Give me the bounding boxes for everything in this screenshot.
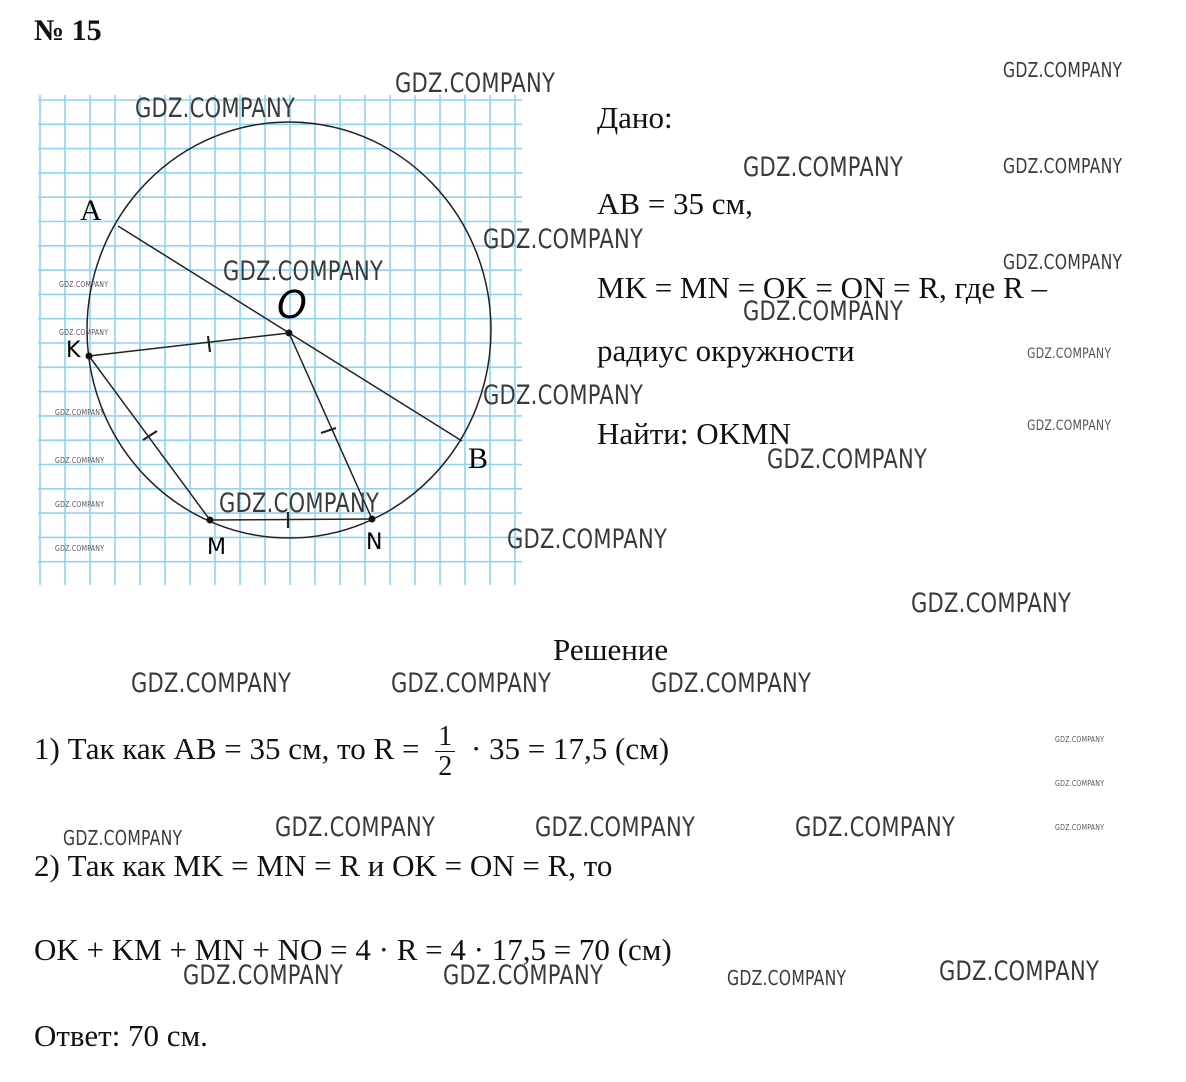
tick-OK xyxy=(208,336,210,352)
watermark: GDZ.COMPANY xyxy=(911,588,1072,619)
watermark: GDZ.COMPANY xyxy=(223,256,384,287)
watermark: GDZ.COMPANY xyxy=(275,812,436,843)
label-N: N xyxy=(366,530,383,555)
watermark: GDZ.COMPANY xyxy=(391,668,552,699)
watermark: GDZ.COMPANY xyxy=(1003,58,1123,82)
label-K: K xyxy=(66,338,81,363)
solution-step-2: 2) Так как MK = MN = R и OK = ON = R, то xyxy=(34,848,613,883)
watermark: GDZ.COMPANY xyxy=(1027,418,1112,434)
watermark: GDZ.COMPANY xyxy=(219,488,380,519)
watermark: GDZ.COMPANY xyxy=(939,956,1100,987)
fraction-numerator: 1 xyxy=(435,722,455,752)
watermark: GDZ.COMPANY xyxy=(767,444,928,475)
label-M: M xyxy=(207,535,226,560)
point-K-dot xyxy=(86,353,93,360)
point-O-dot xyxy=(286,330,293,337)
solution-title: Решение xyxy=(553,632,669,667)
point-M-dot xyxy=(207,517,214,524)
watermark: GDZ.COMPANY xyxy=(727,966,847,990)
given-line-3: радиус окружности xyxy=(597,333,855,368)
step1-suffix: · 35 = 17,5 (см) xyxy=(470,731,670,766)
watermark: GDZ.COMPANY xyxy=(55,408,105,417)
watermark: GDZ.COMPANY xyxy=(59,328,109,337)
watermark: GDZ.COMPANY xyxy=(1055,823,1105,832)
watermark: GDZ.COMPANY xyxy=(135,93,296,124)
watermark: GDZ.COMPANY xyxy=(443,960,604,991)
watermark: GDZ.COMPANY xyxy=(535,812,696,843)
watermark: GDZ.COMPANY xyxy=(395,68,556,99)
watermark: GDZ.COMPANY xyxy=(63,826,183,850)
watermark: GDZ.COMPANY xyxy=(507,524,668,555)
watermark: GDZ.COMPANY xyxy=(131,668,292,699)
watermark: GDZ.COMPANY xyxy=(483,224,644,255)
solution-step-1 xyxy=(34,722,669,782)
watermark: GDZ.COMPANY xyxy=(651,668,812,699)
find-line: Найти: OKMN xyxy=(597,416,791,451)
watermark: GDZ.COMPANY xyxy=(55,500,105,509)
watermark: GDZ.COMPANY xyxy=(743,152,904,183)
given-line-2: MK = MN = OK = ON = R, где R – xyxy=(597,270,1047,305)
segment-OK xyxy=(89,333,289,356)
watermark: GDZ.COMPANY xyxy=(1003,250,1123,274)
answer-line: Ответ: 70 см. xyxy=(34,1018,208,1053)
fraction-one-half xyxy=(435,722,455,782)
watermark: GDZ.COMPANY xyxy=(1055,779,1105,788)
watermark: GDZ.COMPANY xyxy=(1055,735,1105,744)
watermark: GDZ.COMPANY xyxy=(1003,154,1123,178)
given-line-1: AB = 35 см, xyxy=(597,186,753,221)
problem-number: № 15 xyxy=(34,14,102,47)
fraction-denominator: 2 xyxy=(438,751,453,783)
watermark: GDZ.COMPANY xyxy=(55,456,105,465)
step1-prefix: 1) Так как AB = 35 см, то R = xyxy=(34,731,420,766)
segment-MN xyxy=(210,519,372,520)
watermark: GDZ.COMPANY xyxy=(1027,346,1112,362)
segment-KM xyxy=(89,356,210,520)
watermark: GDZ.COMPANY xyxy=(795,812,956,843)
watermark: GDZ.COMPANY xyxy=(483,380,644,411)
given-heading: Дано: xyxy=(597,100,673,135)
solution-step-3: OK + KM + MN + NO = 4 · R = 4 · 17,5 = 70 (см) xyxy=(34,932,672,967)
label-A: A xyxy=(80,194,102,227)
watermark: GDZ.COMPANY xyxy=(183,960,344,991)
watermark: GDZ.COMPANY xyxy=(55,544,105,553)
watermark: GDZ.COMPANY xyxy=(743,296,904,327)
label-O: O xyxy=(277,283,307,327)
label-B: B xyxy=(468,442,489,475)
watermark: GDZ.COMPANY xyxy=(59,280,109,289)
